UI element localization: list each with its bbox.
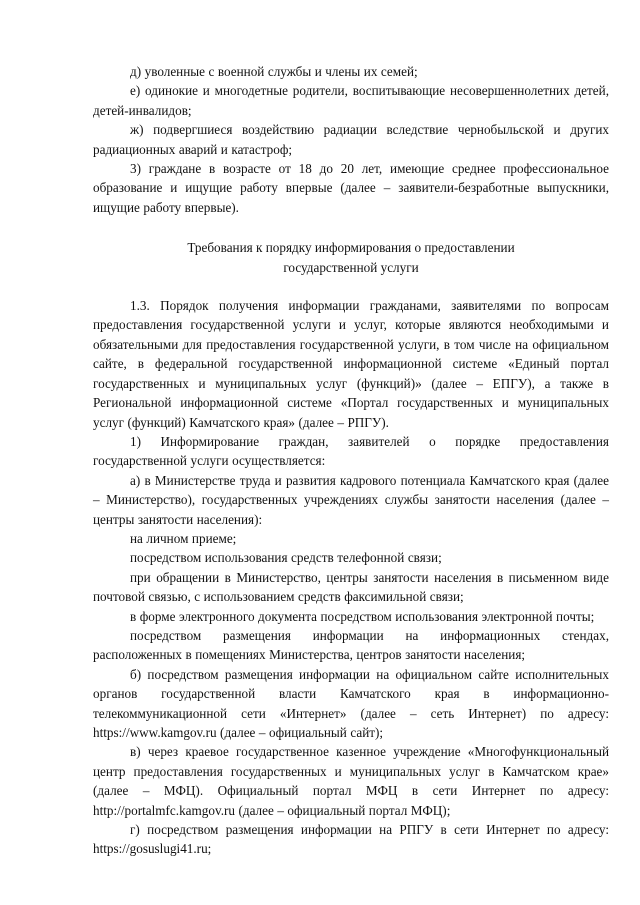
paragraph-info-stands: посредством размещения информации на информационных стендах, расположенных в помещениях Министерства, центров занятости населения; bbox=[93, 627, 609, 663]
paragraph-written-appeal: при обращении в Министерство, центры занятости населения в письменном виде почтовой связью, с использованием средств факсимильной связи; bbox=[93, 569, 609, 605]
paragraph-telephone: посредством использования средств телефонной связи; bbox=[130, 550, 442, 566]
paragraph-item-g: г) посредством размещения информации на РПГУ в сети Интернет по адресу: https://gosuslugi41.ru; bbox=[93, 822, 609, 857]
paragraph-item-v: в) через краевое государственное казенное учреждение «Многофункциональный центр предоставления государственных и муниципальных услуг в Камчатском крае» (далее – МФЦ). Официальный портал МФЦ в сети Интернет по адресу: http://portalmfc.kamgov.ru (далее – официальный портал МФЦ); bbox=[93, 744, 609, 818]
document-body bbox=[93, 62, 609, 859]
paragraph-personal-reception: на личном приеме; bbox=[130, 530, 237, 546]
paragraph-item-zh: ж) подвергшиеся воздействию радиации вследствие чернобыльской и других радиационных аварий и катастроф; bbox=[93, 122, 609, 157]
paragraph-item-b: б) посредством размещения информации на официальном сайте исполнительных органов государственной власти Камчатского края в информационно-телекоммуникационной сети «Интернет» (далее – сеть Интернет) по адресу: https://www.kamgov.ru (далее – официальный сайт); bbox=[93, 666, 609, 740]
spacer bbox=[93, 217, 609, 238]
paragraph-1-3: 1.3. Порядок получения информации гражданами, заявителями по вопросам предоставления государственной услуги и услуг, которые являются необходимыми и обязательными для предоставления государственной услуги, в том числе на официальном сайте, в федеральной государственной информационной системе «Единый портал государственных и муниципальных услуг (функций)» (далее – ЕПГУ), а также в Региональной информационной системе «Портал государственных и муниципальных услуг (функций) Камчатского края» (далее – РПГУ). bbox=[93, 298, 609, 430]
spacer bbox=[93, 277, 609, 296]
paragraph-item-d: д) уволенные с военной службы и члены их семей; bbox=[130, 64, 418, 79]
paragraph-item-a: а) в Министерстве труда и развития кадрового потенциала Камчатского края (далее – Министерство), государственных учреждениях службы занятости населения (далее – центры занятости населения): bbox=[93, 472, 609, 527]
section-heading-line-1: Требования к порядку информирования о предоставлении bbox=[187, 240, 515, 256]
paragraph-informing-intro: 1) Информирование граждан, заявителей о порядке предоставления государственной услуги осуществляется: bbox=[93, 433, 609, 469]
paragraph-item-e: е) одинокие и многодетные родители, воспитывающие несовершеннолетних детей, детей-инвалидов; bbox=[93, 83, 609, 118]
paragraph-item-3: 3) граждане в возрасте от 18 до 20 лет, имеющие среднее профессиональное образование и ищущие работу впервые (далее – заявители-безработные выпускники, ищущие работу впервые). bbox=[93, 161, 609, 215]
paragraph-email: в форме электронного документа посредством использования электронной почты; bbox=[130, 608, 595, 624]
section-heading-line-2: государственной услуги bbox=[283, 259, 419, 275]
